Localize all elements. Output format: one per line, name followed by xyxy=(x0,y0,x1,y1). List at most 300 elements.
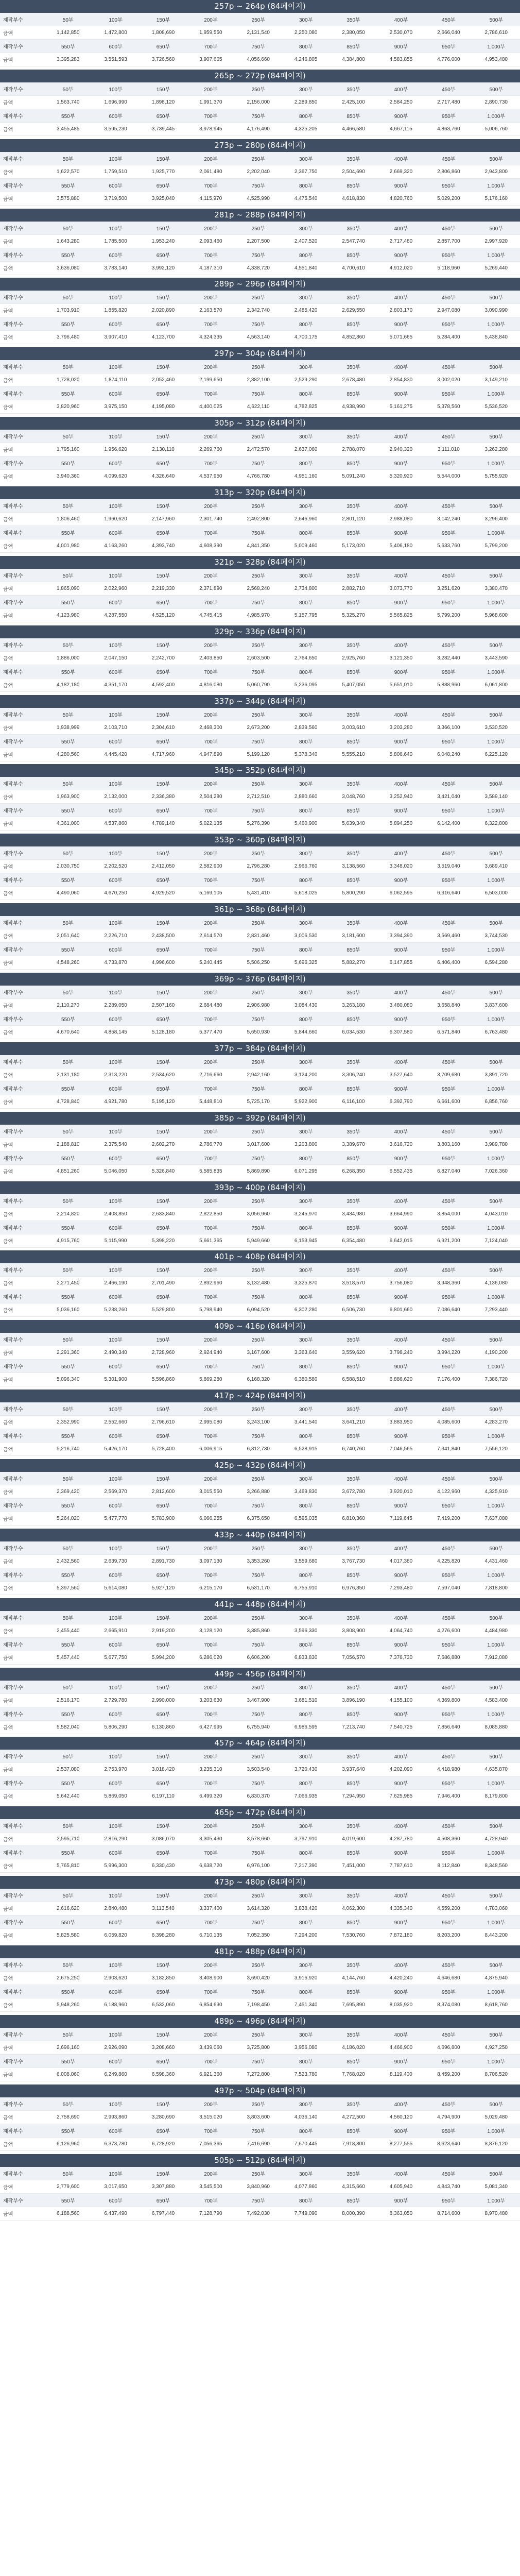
price-cell: 2,758,690 xyxy=(44,2110,92,2124)
price-cell: 3,937,640 xyxy=(330,1763,377,1776)
price-cell: 6,801,660 xyxy=(377,1303,425,1317)
price-label: 금액 xyxy=(0,443,44,456)
quantity-cell: 250부 xyxy=(235,13,282,26)
price-cell: 4,776,000 xyxy=(425,53,472,66)
price-cell: 7,213,740 xyxy=(330,1720,377,1734)
quantity-cell: 750부 xyxy=(235,317,282,331)
quantity-cell: 600부 xyxy=(92,456,139,470)
price-cell: 5,128,180 xyxy=(140,1026,187,1039)
quantity-cell: 700부 xyxy=(187,1012,234,1026)
price-cell: 2,892,960 xyxy=(187,1277,234,1290)
quantity-cell: 300부 xyxy=(282,1750,330,1763)
quantity-cell: 200부 xyxy=(187,1055,234,1069)
price-cell: 5,457,440 xyxy=(44,1651,92,1664)
quantity-cell: 600부 xyxy=(92,1846,139,1859)
price-cell: 2,412,050 xyxy=(140,860,187,873)
price-cell: 3,306,240 xyxy=(330,1068,377,1081)
price-cell: 2,639,730 xyxy=(92,1554,139,1568)
quantity-cell: 100부 xyxy=(92,152,139,165)
price-cell: 2,371,890 xyxy=(187,582,234,595)
quantity-cell: 250부 xyxy=(235,82,282,96)
quantity-cell: 600부 xyxy=(92,1776,139,1790)
price-cell: 3,455,485 xyxy=(44,122,92,135)
price-cell: 4,733,870 xyxy=(92,956,139,970)
price-cell: 4,144,760 xyxy=(330,1972,377,1985)
quantity-cell: 800부 xyxy=(282,1221,330,1234)
price-cell: 2,753,970 xyxy=(92,1763,139,1776)
price-label: 금액 xyxy=(0,2207,44,2220)
price-cell: 3,616,720 xyxy=(377,1138,425,1151)
price-cell: 3,086,070 xyxy=(140,1833,187,1846)
quantity-cell: 350부 xyxy=(330,638,377,652)
quantity-row xyxy=(0,1151,520,1164)
quantity-cell: 800부 xyxy=(282,1846,330,1859)
price-cell: 5,091,240 xyxy=(330,470,377,483)
quantity-cell: 700부 xyxy=(187,1637,234,1651)
price-cell: 7,597,040 xyxy=(425,1581,472,1595)
price-cell: 5,677,750 xyxy=(92,1651,139,1664)
price-cell: 5,800,290 xyxy=(330,887,377,900)
price-row xyxy=(0,513,520,526)
price-cell: 5,115,990 xyxy=(92,1234,139,1247)
quantity-cell: 250부 xyxy=(235,1958,282,1972)
price-table xyxy=(0,777,520,831)
quantity-cell: 50부 xyxy=(44,916,92,929)
quantity-cell: 350부 xyxy=(330,1681,377,1694)
price-cell: 3,720,430 xyxy=(282,1763,330,1776)
quantity-cell: 350부 xyxy=(330,1125,377,1138)
price-cell: 4,915,760 xyxy=(44,1234,92,1247)
price-cell: 4,056,660 xyxy=(235,53,282,66)
quantity-cell: 750부 xyxy=(235,526,282,539)
price-label: 금액 xyxy=(0,304,44,317)
quantity-cell: 350부 xyxy=(330,1889,377,1902)
quantity-cell: 400부 xyxy=(377,916,425,929)
quantity-cell: 950부 xyxy=(425,1221,472,1234)
quantity-cell: 850부 xyxy=(330,248,377,261)
price-cell: 3,251,620 xyxy=(425,582,472,595)
quantity-cell: 150부 xyxy=(140,1333,187,1346)
quantity-cell: 800부 xyxy=(282,109,330,122)
price-cell: 3,883,950 xyxy=(377,1416,425,1429)
price-row xyxy=(0,304,520,317)
quantity-label: 제작부수 xyxy=(0,846,44,860)
quantity-cell: 900부 xyxy=(377,1707,425,1720)
quantity-cell: 300부 xyxy=(282,82,330,96)
price-cell: 5,195,120 xyxy=(140,1095,187,1108)
price-cell: 5,264,020 xyxy=(44,1512,92,1526)
quantity-cell: 800부 xyxy=(282,387,330,400)
section-title: 297p ~ 304p (84페이지) xyxy=(0,347,520,360)
price-cell: 5,696,325 xyxy=(282,956,330,970)
quantity-cell: 900부 xyxy=(377,595,425,608)
quantity-cell: 850부 xyxy=(330,665,377,678)
quantity-cell: 200부 xyxy=(187,499,234,513)
price-row xyxy=(0,53,520,66)
price-section xyxy=(0,1668,520,1735)
price-cell: 4,782,825 xyxy=(282,400,330,414)
price-cell: 6,126,960 xyxy=(44,2137,92,2150)
quantity-cell: 900부 xyxy=(377,387,425,400)
quantity-cell: 850부 xyxy=(330,1916,377,1929)
price-cell: 7,451,340 xyxy=(282,1998,330,2012)
quantity-label: 제작부수 xyxy=(0,986,44,999)
quantity-cell: 400부 xyxy=(377,777,425,790)
price-cell: 6,827,040 xyxy=(425,1164,472,1178)
price-cell: 7,376,730 xyxy=(377,1651,425,1664)
price-cell: 4,335,340 xyxy=(377,1902,425,1916)
quantity-cell: 600부 xyxy=(92,387,139,400)
price-cell: 1,874,110 xyxy=(92,374,139,387)
price-cell: 6,763,480 xyxy=(473,1026,520,1039)
quantity-row xyxy=(0,1012,520,1026)
price-cell: 6,854,630 xyxy=(187,1998,234,2012)
quantity-cell: 100부 xyxy=(92,846,139,860)
price-cell: 6,921,360 xyxy=(187,2067,234,2081)
quantity-cell: 550부 xyxy=(44,1221,92,1234)
price-cell: 6,886,620 xyxy=(377,1373,425,1386)
price-cell: 2,779,600 xyxy=(44,2180,92,2193)
price-cell: 2,764,650 xyxy=(282,651,330,665)
price-section xyxy=(0,1598,520,1665)
price-cell: 2,438,500 xyxy=(140,929,187,943)
price-cell: 3,385,860 xyxy=(235,1624,282,1637)
price-cell: 4,283,270 xyxy=(473,1416,520,1429)
quantity-cell: 500부 xyxy=(473,152,520,165)
price-cell: 6,249,860 xyxy=(92,2067,139,2081)
quantity-cell: 550부 xyxy=(44,1776,92,1790)
quantity-cell: 150부 xyxy=(140,569,187,582)
price-cell: 4,700,610 xyxy=(330,261,377,275)
quantity-cell: 600부 xyxy=(92,248,139,261)
price-table xyxy=(0,2167,520,2221)
price-label: 금액 xyxy=(0,1443,44,1456)
quantity-cell: 900부 xyxy=(377,526,425,539)
price-cell: 4,324,335 xyxy=(187,331,234,344)
quantity-cell: 950부 xyxy=(425,1916,472,1929)
quantity-cell: 800부 xyxy=(282,2124,330,2137)
quantity-cell: 450부 xyxy=(425,1055,472,1069)
quantity-cell: 950부 xyxy=(425,40,472,53)
quantity-cell: 450부 xyxy=(425,846,472,860)
price-cell: 2,990,000 xyxy=(140,1693,187,1707)
quantity-cell: 850부 xyxy=(330,526,377,539)
price-cell: 6,437,490 xyxy=(92,2207,139,2220)
quantity-cell: 50부 xyxy=(44,569,92,582)
price-cell: 5,725,170 xyxy=(235,1095,282,1108)
section-title: 401p ~ 408p (84페이지) xyxy=(0,1250,520,1263)
price-cell: 3,282,440 xyxy=(425,651,472,665)
quantity-cell: 600부 xyxy=(92,40,139,53)
price-cell: 2,425,100 xyxy=(330,95,377,109)
price-row xyxy=(0,331,520,344)
price-cell: 7,670,445 xyxy=(282,2137,330,2150)
price-label: 금액 xyxy=(0,2137,44,2150)
quantity-cell: 800부 xyxy=(282,873,330,887)
quantity-cell: 50부 xyxy=(44,152,92,165)
price-cell: 2,342,740 xyxy=(235,304,282,317)
price-cell: 5,614,080 xyxy=(92,1581,139,1595)
quantity-cell: 650부 xyxy=(140,665,187,678)
quantity-cell: 500부 xyxy=(473,1889,520,1902)
quantity-cell: 1,000부 xyxy=(473,1916,520,1929)
quantity-cell: 650부 xyxy=(140,1707,187,1720)
quantity-cell: 750부 xyxy=(235,2054,282,2067)
price-section xyxy=(0,2015,520,2082)
quantity-cell: 250부 xyxy=(235,708,282,721)
quantity-cell: 650부 xyxy=(140,1081,187,1095)
price-label: 금액 xyxy=(0,1902,44,1916)
price-cell: 2,796,280 xyxy=(235,860,282,873)
price-cell: 3,595,230 xyxy=(92,122,139,135)
section-title: 321p ~ 328p (84페이지) xyxy=(0,556,520,569)
price-cell: 4,077,860 xyxy=(282,2180,330,2193)
price-section xyxy=(0,1806,520,1873)
quantity-cell: 200부 xyxy=(187,1402,234,1416)
price-cell: 4,085,600 xyxy=(425,1416,472,1429)
price-row xyxy=(0,1859,520,1873)
quantity-cell: 700부 xyxy=(187,873,234,887)
quantity-row xyxy=(0,387,520,400)
quantity-cell: 150부 xyxy=(140,152,187,165)
price-cell: 2,801,120 xyxy=(330,513,377,526)
quantity-cell: 500부 xyxy=(473,569,520,582)
price-label: 금액 xyxy=(0,1651,44,1664)
quantity-row xyxy=(0,1611,520,1624)
quantity-cell: 600부 xyxy=(92,2054,139,2067)
price-row xyxy=(0,1416,520,1429)
price-cell: 3,641,210 xyxy=(330,1416,377,1429)
quantity-row xyxy=(0,499,520,513)
quantity-cell: 200부 xyxy=(187,1194,234,1208)
price-cell: 6,330,430 xyxy=(140,1859,187,1873)
price-cell: 4,717,960 xyxy=(140,748,187,761)
price-table xyxy=(0,1958,520,2012)
price-row xyxy=(0,2110,520,2124)
quantity-row xyxy=(0,1541,520,1555)
quantity-cell: 100부 xyxy=(92,1750,139,1763)
quantity-cell: 600부 xyxy=(92,595,139,608)
price-cell: 3,515,020 xyxy=(187,2110,234,2124)
quantity-cell: 500부 xyxy=(473,1958,520,1972)
quantity-cell: 300부 xyxy=(282,708,330,721)
quantity-cell: 550부 xyxy=(44,1985,92,1998)
quantity-cell: 100부 xyxy=(92,638,139,652)
quantity-cell: 400부 xyxy=(377,430,425,443)
quantity-cell: 750부 xyxy=(235,1221,282,1234)
quantity-label: 제작부수 xyxy=(0,804,44,817)
price-table xyxy=(0,1681,520,1734)
price-cell: 4,186,020 xyxy=(330,2041,377,2054)
quantity-row xyxy=(0,1125,520,1138)
price-cell: 3,797,910 xyxy=(282,1833,330,1846)
price-cell: 2,734,800 xyxy=(282,582,330,595)
price-cell: 2,403,850 xyxy=(187,651,234,665)
quantity-cell: 900부 xyxy=(377,1360,425,1373)
quantity-row xyxy=(0,1499,520,1512)
price-cell: 3,018,420 xyxy=(140,1763,187,1776)
quantity-label: 제작부수 xyxy=(0,2167,44,2180)
quantity-row xyxy=(0,1429,520,1443)
price-cell: 5,799,200 xyxy=(473,539,520,553)
quantity-cell: 400부 xyxy=(377,1263,425,1277)
quantity-row xyxy=(0,13,520,26)
price-cell: 2,637,060 xyxy=(282,443,330,456)
quantity-cell: 500부 xyxy=(473,2028,520,2041)
quantity-cell: 1,000부 xyxy=(473,526,520,539)
price-cell: 3,015,550 xyxy=(187,1485,234,1499)
price-cell: 6,503,000 xyxy=(473,887,520,900)
quantity-row xyxy=(0,1958,520,1972)
quantity-row xyxy=(0,178,520,192)
quantity-label: 제작부수 xyxy=(0,1637,44,1651)
quantity-cell: 600부 xyxy=(92,1290,139,1303)
price-cell: 6,810,360 xyxy=(330,1512,377,1526)
price-cell: 3,467,900 xyxy=(235,1693,282,1707)
quantity-cell: 150부 xyxy=(140,846,187,860)
quantity-cell: 250부 xyxy=(235,846,282,860)
price-cell: 7,176,400 xyxy=(425,1373,472,1386)
price-cell: 7,818,800 xyxy=(473,1581,520,1595)
price-row xyxy=(0,95,520,109)
quantity-cell: 300부 xyxy=(282,986,330,999)
quantity-cell: 700부 xyxy=(187,1081,234,1095)
price-label: 금액 xyxy=(0,1138,44,1151)
price-cell: 5,460,900 xyxy=(282,817,330,831)
quantity-cell: 1,000부 xyxy=(473,1012,520,1026)
price-cell: 4,276,600 xyxy=(425,1624,472,1637)
price-cell: 3,578,660 xyxy=(235,1833,282,1846)
price-cell: 5,922,900 xyxy=(282,1095,330,1108)
quantity-row xyxy=(0,291,520,304)
price-table xyxy=(0,1263,520,1317)
price-cell: 6,286,020 xyxy=(187,1651,234,1664)
quantity-cell: 400부 xyxy=(377,708,425,721)
price-label: 금액 xyxy=(0,331,44,344)
price-cell: 2,199,650 xyxy=(187,374,234,387)
price-cell: 4,537,950 xyxy=(187,470,234,483)
price-cell: 5,448,810 xyxy=(187,1095,234,1108)
price-label: 금액 xyxy=(0,1095,44,1108)
price-table xyxy=(0,1402,520,1456)
price-cell: 2,716,660 xyxy=(187,1068,234,1081)
quantity-cell: 600부 xyxy=(92,1012,139,1026)
quantity-label: 제작부수 xyxy=(0,665,44,678)
price-cell: 3,266,880 xyxy=(235,1485,282,1499)
quantity-cell: 450부 xyxy=(425,82,472,96)
quantity-cell: 700부 xyxy=(187,40,234,53)
price-cell: 7,052,350 xyxy=(235,1929,282,1942)
price-cell: 7,749,090 xyxy=(282,2207,330,2220)
quantity-cell: 750부 xyxy=(235,2124,282,2137)
price-cell: 3,948,360 xyxy=(425,1277,472,1290)
quantity-cell: 350부 xyxy=(330,2028,377,2041)
price-table xyxy=(0,986,520,1039)
quantity-cell: 450부 xyxy=(425,777,472,790)
price-row xyxy=(0,860,520,873)
price-cell: 6,225,120 xyxy=(473,748,520,761)
quantity-cell: 300부 xyxy=(282,2097,330,2111)
price-row xyxy=(0,26,520,40)
price-cell: 3,325,870 xyxy=(282,1277,330,1290)
price-label: 금액 xyxy=(0,608,44,622)
quantity-label: 제작부수 xyxy=(0,2028,44,2041)
quantity-label: 제작부수 xyxy=(0,1541,44,1555)
quantity-row xyxy=(0,317,520,331)
quantity-cell: 650부 xyxy=(140,387,187,400)
quantity-cell: 1,000부 xyxy=(473,804,520,817)
quantity-cell: 250부 xyxy=(235,1472,282,1485)
quantity-cell: 850부 xyxy=(330,317,377,331)
price-cell: 6,380,580 xyxy=(282,1373,330,1386)
quantity-cell: 150부 xyxy=(140,1611,187,1624)
price-cell: 2,666,040 xyxy=(425,26,472,40)
price-cell: 2,490,340 xyxy=(92,1346,139,1360)
price-cell: 7,530,760 xyxy=(330,1929,377,1942)
price-label: 금액 xyxy=(0,1929,44,1942)
price-cell: 5,173,020 xyxy=(330,539,377,553)
price-cell: 3,097,130 xyxy=(187,1554,234,1568)
quantity-cell: 800부 xyxy=(282,665,330,678)
price-cell: 3,441,540 xyxy=(282,1416,330,1429)
price-cell: 2,966,760 xyxy=(282,860,330,873)
price-label: 금액 xyxy=(0,234,44,248)
price-cell: 2,552,660 xyxy=(92,1416,139,1429)
price-cell: 6,312,730 xyxy=(235,1443,282,1456)
quantity-cell: 400부 xyxy=(377,222,425,235)
quantity-cell: 400부 xyxy=(377,82,425,96)
price-cell: 4,841,350 xyxy=(235,539,282,553)
price-cell: 2,131,540 xyxy=(235,26,282,40)
quantity-cell: 150부 xyxy=(140,2167,187,2180)
quantity-cell: 550부 xyxy=(44,943,92,956)
quantity-cell: 950부 xyxy=(425,317,472,331)
price-cell: 4,195,080 xyxy=(140,400,187,414)
price-cell: 7,086,640 xyxy=(425,1303,472,1317)
price-cell: 1,991,370 xyxy=(187,95,234,109)
quantity-cell: 500부 xyxy=(473,1333,520,1346)
quantity-cell: 300부 xyxy=(282,1819,330,1833)
quantity-cell: 700부 xyxy=(187,1221,234,1234)
quantity-cell: 750부 xyxy=(235,1776,282,1790)
price-cell: 2,940,320 xyxy=(377,443,425,456)
price-row xyxy=(0,1624,520,1637)
price-cell: 4,745,415 xyxy=(187,608,234,622)
quantity-cell: 200부 xyxy=(187,291,234,304)
price-cell: 5,377,470 xyxy=(187,1026,234,1039)
price-label: 금액 xyxy=(0,1720,44,1734)
quantity-cell: 950부 xyxy=(425,456,472,470)
price-cell: 2,595,710 xyxy=(44,1833,92,1846)
price-cell: 2,304,610 xyxy=(140,721,187,734)
quantity-cell: 600부 xyxy=(92,665,139,678)
quantity-cell: 850부 xyxy=(330,456,377,470)
price-cell: 7,124,040 xyxy=(473,1234,520,1247)
quantity-cell: 50부 xyxy=(44,777,92,790)
price-cell: 4,287,550 xyxy=(92,608,139,622)
quantity-cell: 750부 xyxy=(235,109,282,122)
quantity-cell: 850부 xyxy=(330,1012,377,1026)
price-cell: 3,469,830 xyxy=(282,1485,330,1499)
quantity-row xyxy=(0,1846,520,1859)
price-cell: 2,882,710 xyxy=(330,582,377,595)
quantity-cell: 450부 xyxy=(425,1125,472,1138)
quantity-label: 제작부수 xyxy=(0,1568,44,1581)
price-cell: 1,728,020 xyxy=(44,374,92,387)
price-cell: 3,203,800 xyxy=(282,1138,330,1151)
quantity-cell: 900부 xyxy=(377,734,425,748)
quantity-row xyxy=(0,82,520,96)
